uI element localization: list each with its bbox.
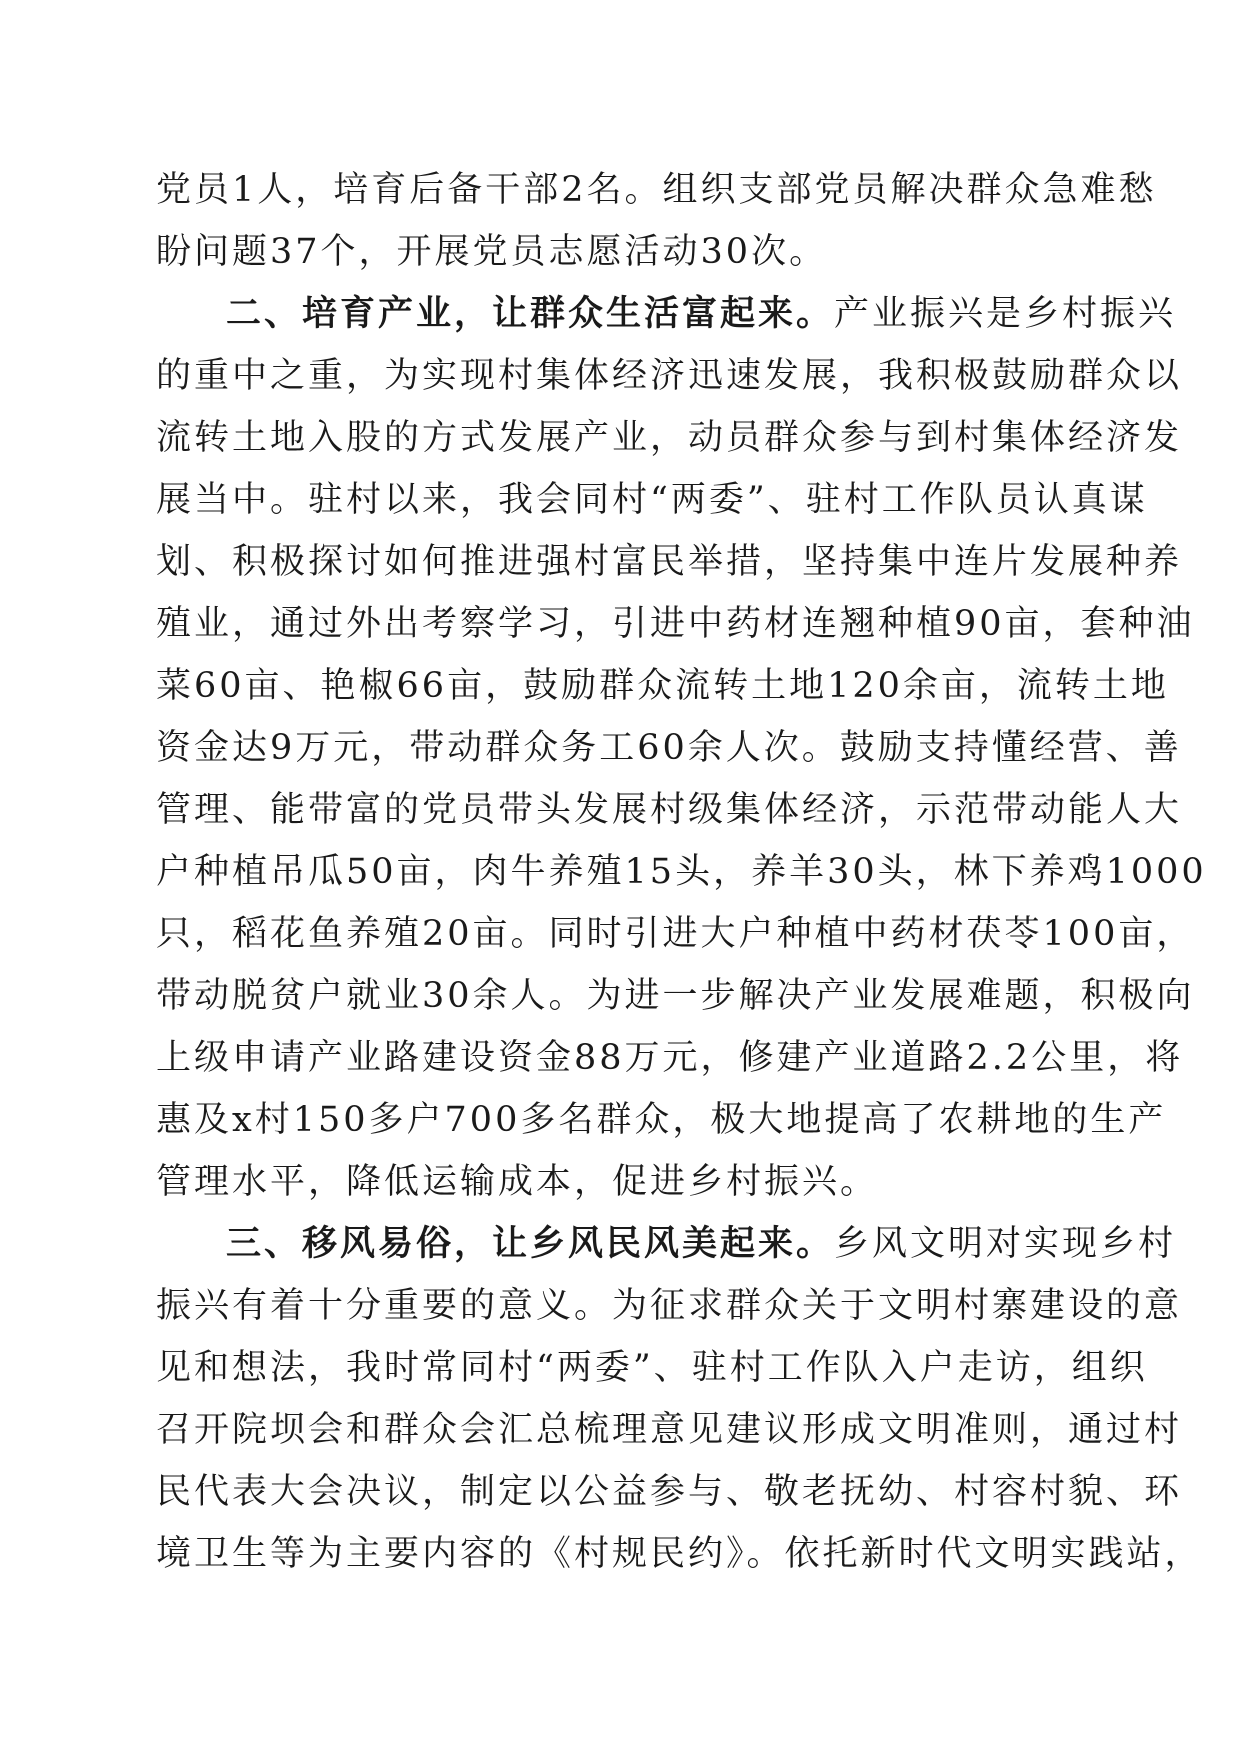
paragraph-2-line-3: 流转土地入股的方式发展产业，动员群众参与到村集体经济发 [156,418,1183,458]
paragraph-2-line-9: 管理、能带富的党员带头发展村级集体经济，示范带动能人大 [156,790,1183,830]
paragraph-2-text: 产业振兴是乡村振兴 [834,294,1177,334]
paragraph-3-line-1 [226,1214,1177,1274]
paragraph-3-line-6: 境卫生等为主要内容的《村规民约》。依托新时代文明实践站， [156,1534,1203,1574]
paragraph-3-line-3: 见和想法，我时常同村“两委”、驻村工作队入户走访，组织 [156,1348,1148,1388]
paragraph-2-line-12: 带动脱贫户就业30余人。为进一步解决产业发展难题，积极向 [156,976,1195,1016]
paragraph-1-line-2: 盼问题37个，开展党员志愿活动30次。 [156,232,828,272]
paragraph-2-line-4: 展当中。驻村以来，我会同村“两委”、驻村工作队员认真谋 [156,480,1148,520]
paragraph-2-line-5: 划、积极探讨如何推进强村富民举措，坚持集中连片发展种养 [156,542,1183,582]
paragraph-2-line-11: 只，稻花鱼养殖20亩。同时引进大户种植中药材茯苓100亩， [156,914,1195,954]
paragraph-2-line-14: 惠及x村150多户700多名群众，极大地提高了农耕地的生产 [156,1100,1167,1140]
paragraph-2-line-10: 户种植吊瓜50亩，肉牛养殖15头，养羊30头，林下养鸡1000 [156,852,1207,892]
paragraph-2-line-1 [226,284,1177,344]
paragraph-3-line-4: 召开院坝会和群众会汇总梳理意见建议形成文明准则，通过村 [156,1410,1183,1450]
paragraph-3-text: 乡风文明对实现乡村 [834,1224,1177,1264]
paragraph-2-line-8: 资金达9万元，带动群众务工60余人次。鼓励支持懂经营、善 [156,728,1182,768]
paragraph-2-line-13: 上级申请产业路建设资金88万元，修建产业道路2.2公里，将 [156,1038,1184,1078]
paragraph-2-line-7: 菜60亩、艳椒66亩，鼓励群众流转土地120余亩，流转土地 [156,666,1169,706]
paragraph-2-line-6: 殖业，通过外出考察学习，引进中药材连翘种植90亩，套种油 [156,604,1195,644]
paragraph-2-line-2: 的重中之重，为实现村集体经济迅速发展，我积极鼓励群众以 [156,356,1183,396]
paragraph-3-line-2: 振兴有着十分重要的意义。为征求群众关于文明村寨建设的意 [156,1286,1183,1326]
paragraph-1-line-1: 党员1人，培育后备干部2名。组织支部党员解决群众急难愁 [156,170,1157,210]
section-heading-3: 三、移风易俗，让乡风民风美起来。 [226,1223,835,1264]
paragraph-2-line-15: 管理水平，降低运输成本，促进乡村振兴。 [156,1162,879,1202]
paragraph-3-line-5: 民代表大会决议，制定以公益参与、敬老抚幼、村容村貌、环 [156,1472,1183,1512]
section-heading-2: 二、培育产业，让群众生活富起来。 [226,293,835,334]
